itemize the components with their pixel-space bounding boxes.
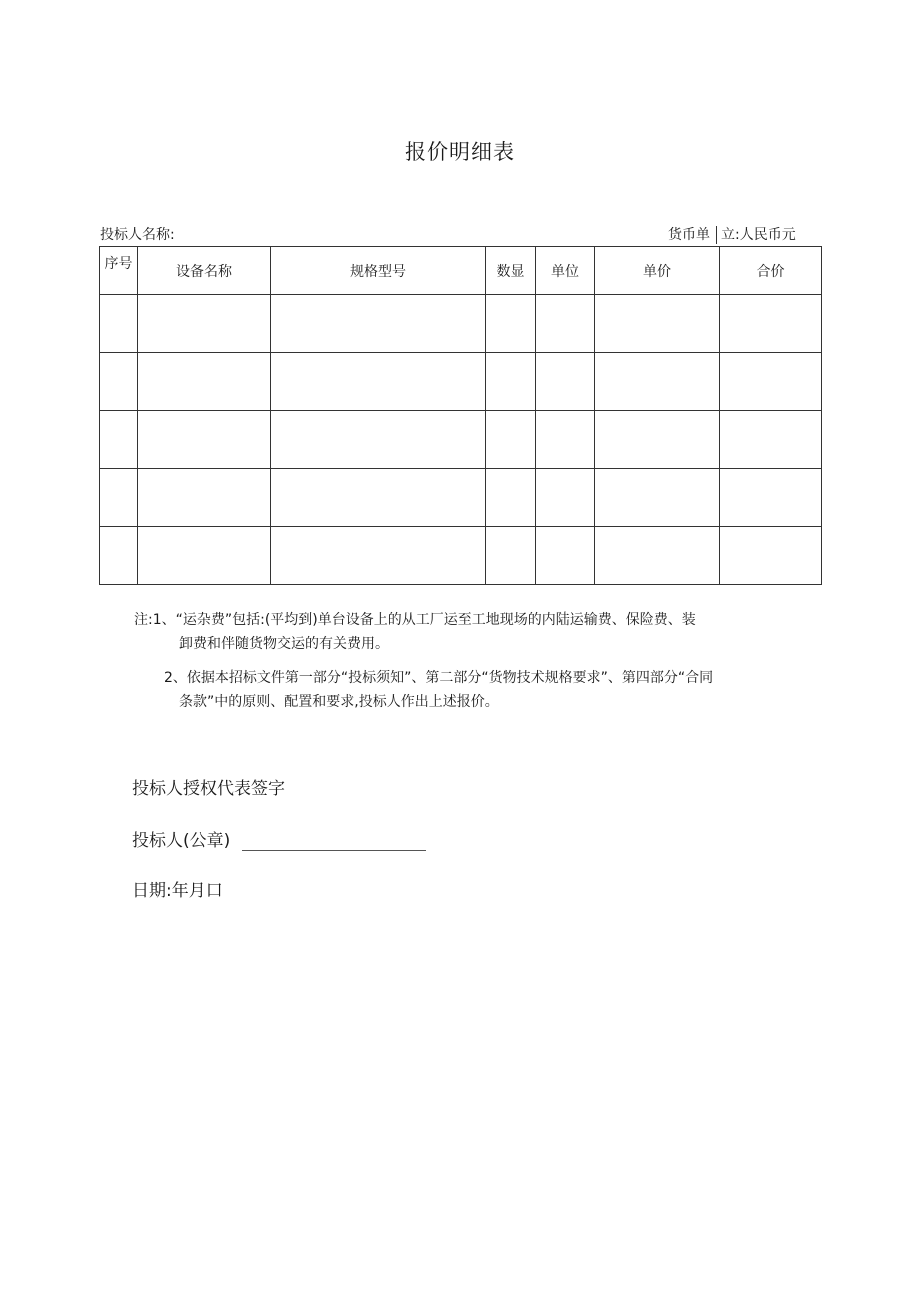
table-cell[interactable] [100,353,138,411]
table-cell[interactable] [100,411,138,469]
table-cell[interactable] [271,353,486,411]
table-cell[interactable] [138,411,271,469]
table-cell[interactable] [595,411,720,469]
currency-label: 货币单 [668,227,710,243]
bidder-seal-row [132,826,426,851]
table-cell[interactable] [720,411,822,469]
currency-unit [668,224,796,244]
table-cell[interactable] [486,469,536,527]
table-cell[interactable] [595,353,720,411]
table-cell[interactable] [100,469,138,527]
table-cell[interactable] [138,469,271,527]
table-cell[interactable] [138,295,271,353]
header-quantity: 数显 [486,247,536,295]
table-cell[interactable] [486,353,536,411]
table-cell[interactable] [100,527,138,585]
table-row [100,527,822,585]
note-2-line-1: 2、依据本招标文件第一部分“投标须知”、第二部分“货物技术规格要求”、第四部分“合同 [164,670,714,686]
header-total-price: 合价 [720,247,822,295]
table-cell[interactable] [100,295,138,353]
table-cell[interactable] [536,295,595,353]
table-cell[interactable] [595,469,720,527]
seal-signature-line[interactable] [242,832,426,851]
note-1 [134,608,814,656]
table-cell[interactable] [486,527,536,585]
table-cell[interactable] [138,527,271,585]
table-cell[interactable] [720,295,822,353]
header-unit-price: 单价 [595,247,720,295]
table-row [100,411,822,469]
table-cell[interactable] [720,527,822,585]
date-label: 日期:年月口 [132,881,223,901]
table-cell[interactable] [271,295,486,353]
table-row [100,295,822,353]
table-cell[interactable] [720,469,822,527]
table-cell[interactable] [536,469,595,527]
notes-section [134,608,814,724]
table-cell[interactable] [536,527,595,585]
header-seq: 序号 [100,247,138,295]
bidder-seal-label: 投标人(公章) [132,831,231,851]
note-2 [134,666,814,714]
table-cell[interactable] [536,353,595,411]
table-row [100,353,822,411]
header-spec-model: 规格型号 [271,247,486,295]
table-cell[interactable] [595,527,720,585]
table-header-row [100,247,822,295]
quote-detail-table [99,246,822,585]
note-1-line-1: 注:1、“运杂费”包括:(平均到)单台设备上的从工厂运至工地现场的内陆运输费、保险费、装 [134,612,696,628]
note-1-line-2: 卸费和伴随货物交运的有关费用。 [179,636,389,652]
table-cell[interactable] [720,353,822,411]
note-2-line-2: 条款”中的原则、配置和要求,投标人作出上述报价。 [179,694,499,710]
table-cell[interactable] [536,411,595,469]
header-unit: 单位 [536,247,595,295]
table-cell[interactable] [486,411,536,469]
header-equipment-name: 设备名称 [138,247,271,295]
table-cell[interactable] [271,469,486,527]
currency-divider [716,226,717,244]
authorized-rep-signature-label: 投标人授权代表签字 [132,779,285,799]
currency-value: 立:人民币元 [721,227,796,243]
table-cell[interactable] [595,295,720,353]
table-cell[interactable] [271,527,486,585]
table-row [100,469,822,527]
bidder-name-label: 投标人名称: [100,227,175,243]
table-cell[interactable] [138,353,271,411]
table-cell[interactable] [486,295,536,353]
table-cell[interactable] [271,411,486,469]
page-title: 报价明细表 [405,140,515,164]
